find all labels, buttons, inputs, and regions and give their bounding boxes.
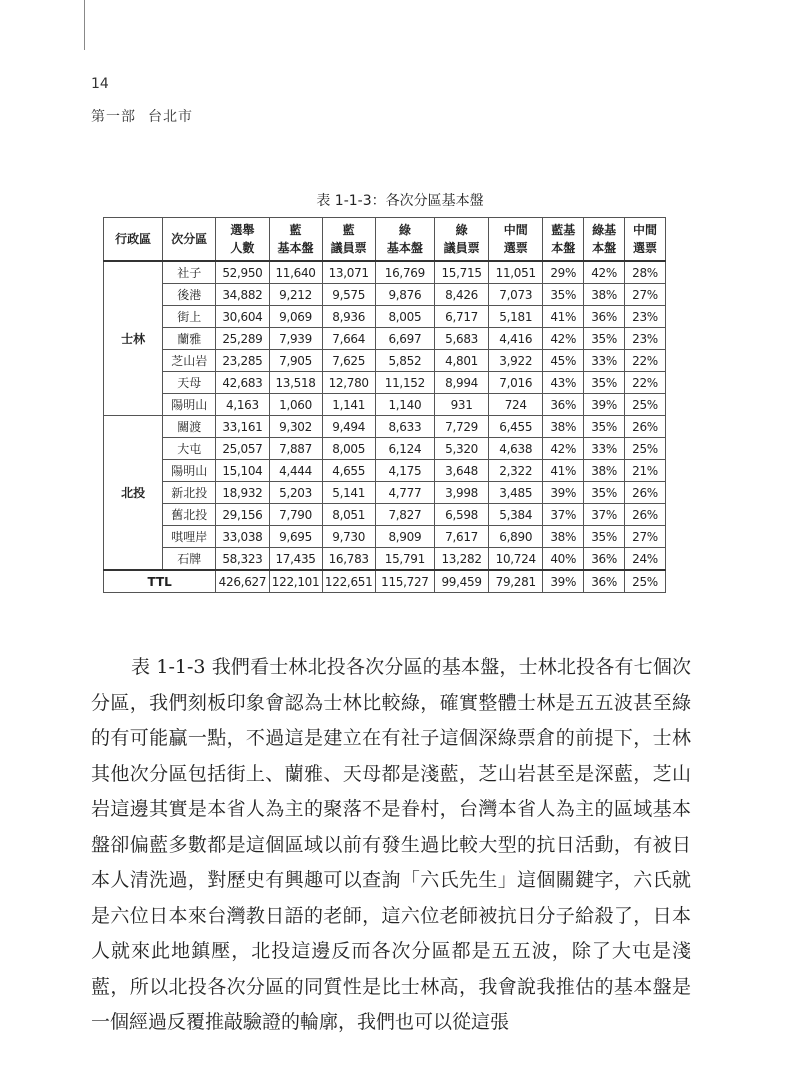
value-cell: 21%	[625, 460, 666, 482]
table-header-row	[104, 218, 666, 262]
value-cell: 7,617	[435, 526, 489, 548]
value-cell: 25%	[625, 438, 666, 460]
value-cell: 5,683	[435, 328, 489, 350]
value-cell: 38%	[584, 284, 625, 306]
value-cell: 33%	[584, 350, 625, 372]
value-cell: 1,060	[269, 394, 322, 416]
value-cell: 13,518	[269, 372, 322, 394]
subdistrict-cell: 陽明山	[163, 460, 216, 482]
value-cell: 26%	[625, 416, 666, 438]
value-cell: 40%	[543, 548, 584, 571]
value-cell: 16,783	[322, 548, 375, 571]
value-cell: 7,625	[322, 350, 375, 372]
column-header-line: 綠基	[592, 223, 617, 237]
value-cell: 27%	[625, 284, 666, 306]
value-cell: 39%	[543, 482, 584, 504]
table-row	[104, 504, 666, 526]
table-row	[104, 350, 666, 372]
value-cell: 9,069	[269, 306, 322, 328]
value-cell: 39%	[584, 394, 625, 416]
value-cell: 28%	[625, 261, 666, 284]
value-cell: 931	[435, 394, 489, 416]
subdistrict-cell: 大屯	[163, 438, 216, 460]
subdistrict-cell: 舊北投	[163, 504, 216, 526]
value-cell: 6,890	[489, 526, 543, 548]
value-cell: 41%	[543, 306, 584, 328]
value-cell: 6,124	[375, 438, 434, 460]
total-value-cell: 36%	[584, 570, 625, 593]
part-label: 第一部	[91, 109, 136, 125]
value-cell: 42%	[584, 261, 625, 284]
value-cell: 11,640	[269, 261, 322, 284]
column-header	[375, 218, 434, 262]
value-cell: 13,071	[322, 261, 375, 284]
column-header	[269, 218, 322, 262]
value-cell: 3,485	[489, 482, 543, 504]
value-cell: 17,435	[269, 548, 322, 571]
table-row	[104, 416, 666, 438]
subdistrict-cell: 新北投	[163, 482, 216, 504]
column-header	[104, 218, 163, 262]
value-cell: 15,791	[375, 548, 434, 571]
value-cell: 6,598	[435, 504, 489, 526]
value-cell: 35%	[584, 482, 625, 504]
column-header	[216, 218, 269, 262]
value-cell: 5,384	[489, 504, 543, 526]
value-cell: 26%	[625, 504, 666, 526]
subdistrict-cell: 街上	[163, 306, 216, 328]
value-cell: 42%	[543, 438, 584, 460]
table-row	[104, 372, 666, 394]
value-cell: 4,655	[322, 460, 375, 482]
column-header-line: 人數	[230, 241, 255, 255]
column-header	[435, 218, 489, 262]
value-cell: 36%	[584, 548, 625, 571]
value-cell: 7,827	[375, 504, 434, 526]
total-value-cell: 122,101	[269, 570, 322, 593]
value-cell: 4,444	[269, 460, 322, 482]
value-cell: 9,212	[269, 284, 322, 306]
table-row	[104, 284, 666, 306]
page-number: 14	[91, 76, 109, 92]
subdistrict-cell: 關渡	[163, 416, 216, 438]
value-cell: 16,769	[375, 261, 434, 284]
value-cell: 38%	[584, 460, 625, 482]
value-cell: 8,633	[375, 416, 434, 438]
value-cell: 34,882	[216, 284, 269, 306]
value-cell: 36%	[543, 394, 584, 416]
table-row	[104, 306, 666, 328]
value-cell: 8,994	[435, 372, 489, 394]
value-cell: 23%	[625, 306, 666, 328]
total-value-cell: 39%	[543, 570, 584, 593]
value-cell: 9,730	[322, 526, 375, 548]
value-cell: 7,905	[269, 350, 322, 372]
table-caption: 表 1-1-3：各次分區基本盤	[316, 193, 484, 209]
column-header-line: 本盤	[592, 241, 617, 255]
value-cell: 8,909	[375, 526, 434, 548]
column-header-line: 行政區	[115, 232, 152, 246]
table-row	[104, 328, 666, 350]
value-cell: 5,203	[269, 482, 322, 504]
value-cell: 35%	[584, 328, 625, 350]
value-cell: 7,664	[322, 328, 375, 350]
value-cell: 43%	[543, 372, 584, 394]
value-cell: 23%	[625, 328, 666, 350]
subdistrict-cell: 後港	[163, 284, 216, 306]
value-cell: 25,057	[216, 438, 269, 460]
value-cell: 4,175	[375, 460, 434, 482]
value-cell: 27%	[625, 526, 666, 548]
column-header-line: 議員票	[443, 241, 480, 255]
total-value-cell: 25%	[625, 570, 666, 593]
column-header-line: 中間	[633, 223, 658, 237]
table-row	[104, 460, 666, 482]
column-header-line: 選票	[503, 241, 528, 255]
value-cell: 25,289	[216, 328, 269, 350]
subdistrict-cell: 蘭雅	[163, 328, 216, 350]
value-cell: 10,724	[489, 548, 543, 571]
value-cell: 5,320	[435, 438, 489, 460]
baseline-table	[103, 217, 666, 593]
value-cell: 12,780	[322, 372, 375, 394]
table-row	[104, 394, 666, 416]
table-row	[104, 482, 666, 504]
column-header-line: 綠	[455, 223, 468, 237]
value-cell: 3,998	[435, 482, 489, 504]
value-cell: 6,717	[435, 306, 489, 328]
value-cell: 9,575	[322, 284, 375, 306]
value-cell: 24%	[625, 548, 666, 571]
value-cell: 36%	[584, 306, 625, 328]
value-cell: 7,016	[489, 372, 543, 394]
column-header-line: 綠	[398, 223, 411, 237]
value-cell: 11,051	[489, 261, 543, 284]
column-header-line: 基本盤	[277, 241, 314, 255]
value-cell: 7,790	[269, 504, 322, 526]
value-cell: 15,104	[216, 460, 269, 482]
column-header-line: 本盤	[551, 241, 576, 255]
value-cell: 26%	[625, 482, 666, 504]
total-row	[104, 570, 666, 593]
value-cell: 41%	[543, 460, 584, 482]
column-header-line: 藍	[342, 223, 355, 237]
value-cell: 1,140	[375, 394, 434, 416]
value-cell: 3,922	[489, 350, 543, 372]
table-row	[104, 548, 666, 571]
value-cell: 29%	[543, 261, 584, 284]
value-cell: 7,887	[269, 438, 322, 460]
value-cell: 45%	[543, 350, 584, 372]
value-cell: 9,302	[269, 416, 322, 438]
district-cell: 士林	[104, 261, 163, 416]
value-cell: 35%	[584, 416, 625, 438]
value-cell: 33,038	[216, 526, 269, 548]
value-cell: 8,426	[435, 284, 489, 306]
value-cell: 35%	[584, 526, 625, 548]
value-cell: 42%	[543, 328, 584, 350]
column-header	[489, 218, 543, 262]
subdistrict-cell: 陽明山	[163, 394, 216, 416]
value-cell: 11,152	[375, 372, 434, 394]
margin-rule	[84, 0, 85, 50]
column-header-line: 藍基	[551, 223, 576, 237]
value-cell: 4,801	[435, 350, 489, 372]
value-cell: 25%	[625, 394, 666, 416]
total-value-cell: 99,459	[435, 570, 489, 593]
column-header-line: 藍	[289, 223, 302, 237]
subdistrict-cell: 天母	[163, 372, 216, 394]
value-cell: 38%	[543, 526, 584, 548]
total-label: TTL	[104, 570, 216, 593]
value-cell: 9,876	[375, 284, 434, 306]
column-header-line: 選票	[633, 241, 658, 255]
subdistrict-cell: 石牌	[163, 548, 216, 571]
value-cell: 5,181	[489, 306, 543, 328]
column-header-line: 次分區	[171, 232, 208, 246]
district-cell: 北投	[104, 416, 163, 571]
value-cell: 5,852	[375, 350, 434, 372]
total-value-cell: 115,727	[375, 570, 434, 593]
value-cell: 9,494	[322, 416, 375, 438]
subdistrict-cell: 芝山岩	[163, 350, 216, 372]
value-cell: 58,323	[216, 548, 269, 571]
table-row	[104, 526, 666, 548]
value-cell: 8,005	[375, 306, 434, 328]
value-cell: 7,073	[489, 284, 543, 306]
value-cell: 8,936	[322, 306, 375, 328]
value-cell: 30,604	[216, 306, 269, 328]
section-label: 台北市	[148, 109, 193, 125]
value-cell: 13,282	[435, 548, 489, 571]
column-header-line: 議員票	[330, 241, 367, 255]
value-cell: 4,163	[216, 394, 269, 416]
column-header	[163, 218, 216, 262]
subdistrict-cell: 社子	[163, 261, 216, 284]
value-cell: 3,648	[435, 460, 489, 482]
subdistrict-cell: 唭哩岸	[163, 526, 216, 548]
value-cell: 23,285	[216, 350, 269, 372]
value-cell: 6,697	[375, 328, 434, 350]
value-cell: 42,683	[216, 372, 269, 394]
value-cell: 22%	[625, 372, 666, 394]
value-cell: 33%	[584, 438, 625, 460]
value-cell: 4,416	[489, 328, 543, 350]
column-header-line: 中間	[503, 223, 528, 237]
value-cell: 7,729	[435, 416, 489, 438]
column-header	[584, 218, 625, 262]
value-cell: 4,777	[375, 482, 434, 504]
value-cell: 38%	[543, 416, 584, 438]
value-cell: 8,051	[322, 504, 375, 526]
value-cell: 15,715	[435, 261, 489, 284]
total-value-cell: 79,281	[489, 570, 543, 593]
column-header	[322, 218, 375, 262]
value-cell: 52,950	[216, 261, 269, 284]
value-cell: 18,932	[216, 482, 269, 504]
table-row	[104, 261, 666, 284]
value-cell: 33,161	[216, 416, 269, 438]
value-cell: 22%	[625, 350, 666, 372]
value-cell: 35%	[543, 284, 584, 306]
table-row	[104, 438, 666, 460]
column-header-line: 基本盤	[386, 241, 423, 255]
running-header	[91, 106, 205, 126]
value-cell: 5,141	[322, 482, 375, 504]
value-cell: 37%	[543, 504, 584, 526]
column-header	[543, 218, 584, 262]
value-cell: 724	[489, 394, 543, 416]
value-cell: 4,638	[489, 438, 543, 460]
value-cell: 2,322	[489, 460, 543, 482]
value-cell: 8,005	[322, 438, 375, 460]
column-header	[625, 218, 666, 262]
value-cell: 29,156	[216, 504, 269, 526]
column-header-line: 選舉	[230, 223, 255, 237]
total-value-cell: 122,651	[322, 570, 375, 593]
value-cell: 7,939	[269, 328, 322, 350]
value-cell: 37%	[584, 504, 625, 526]
total-value-cell: 426,627	[216, 570, 269, 593]
body-paragraph: 表 1-1-3 我們看士林北投各次分區的基本盤，士林北投各有七個次分區，我們刻板印象會認為士林比較綠，確實整體士林是五五波甚至綠的有可能贏一點，不過這是建立在有社子這個深綠票倉的前提下，士林其他次分區包括街上、蘭雅、天母都是淺藍，芝山岩甚至是深藍，芝山岩這邊其實是本省人為主的聚落不是眷村，台灣本省人為主的區域基本盤卻偏藍多數都是這個區域以前有發生過比較大型的抗日活動，有被日本人清洗過，對歷史有興趣可以查詢「六氏先生」這個關鍵字，六氏就是六位日本來台灣教日語的老師，這六位老師被抗日分子給殺了，日本人就來此地鎮壓，北投這邊反而各次分區都是五五波，除了大屯是淺藍，所以北投各次分區的同質性是比士林高，我會說我推估的基本盤是一個經過反覆推敲驗證的輪廓，我們也可以從這張	[91, 656, 691, 1033]
value-cell: 1,141	[322, 394, 375, 416]
value-cell: 9,695	[269, 526, 322, 548]
value-cell: 35%	[584, 372, 625, 394]
value-cell: 6,455	[489, 416, 543, 438]
